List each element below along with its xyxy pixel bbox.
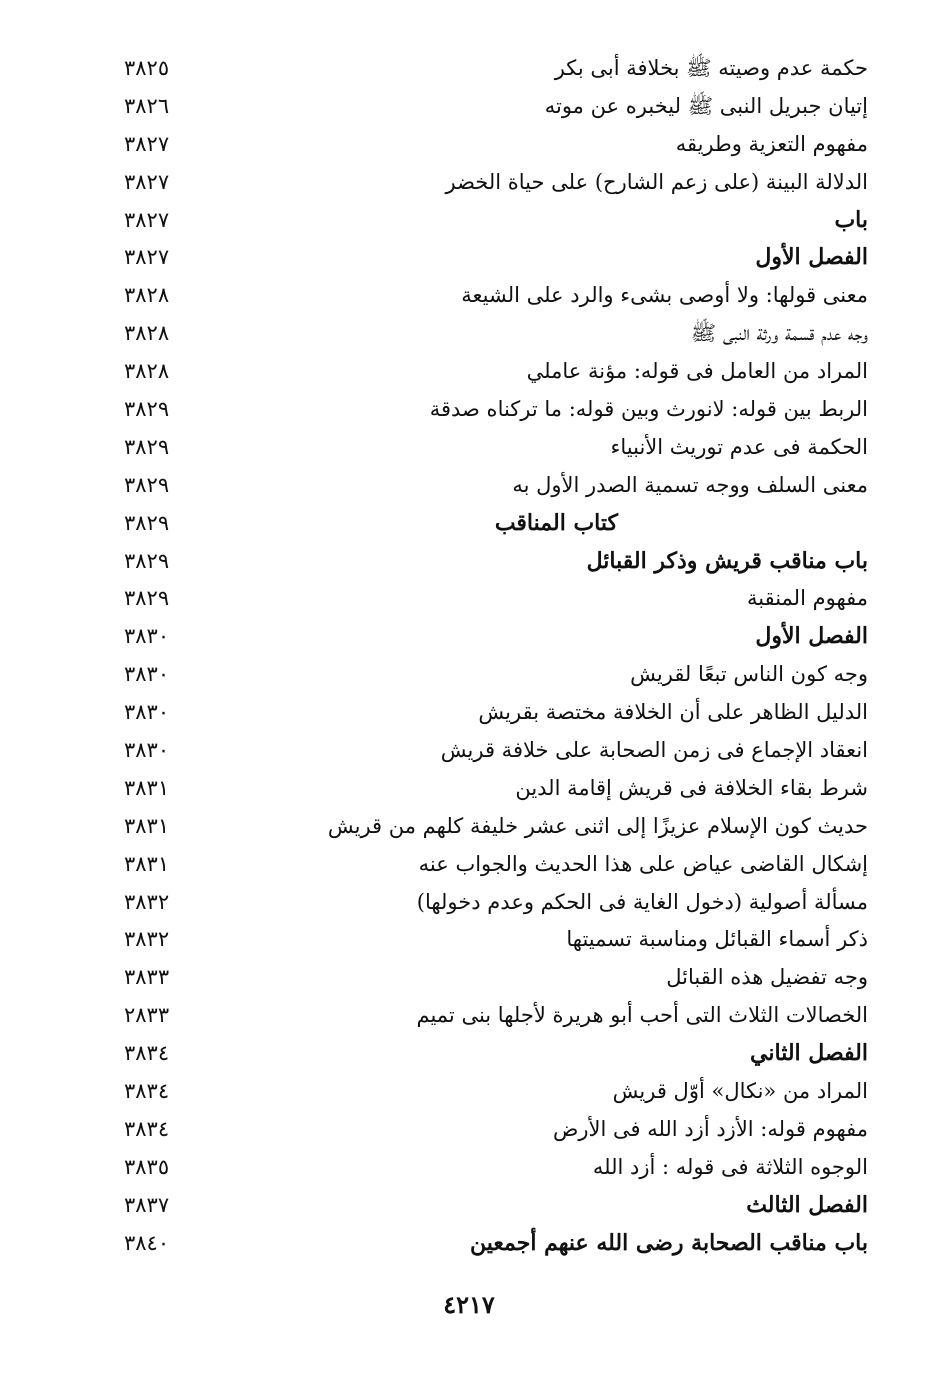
toc-page-number: ٣٨٣٥ [124, 1154, 170, 1179]
toc-entry [110, 391, 868, 429]
toc-page-number: ٣٨٣٠ [124, 738, 170, 763]
toc-page-number: ٣٨٢٧ [124, 131, 170, 156]
toc-page-number: ٣٨٢٩ [124, 434, 170, 459]
toc-page-number: ٣٨٣٧ [124, 1192, 170, 1217]
toc-page-number: ٣٨٢٩ [124, 510, 170, 535]
toc-entry [110, 88, 868, 126]
toc-page-number: ٣٨٢٩ [124, 397, 170, 422]
toc-entry-title: وجه كون الناس تبعًا لقريش [630, 662, 868, 687]
toc-entry [110, 429, 868, 467]
toc-entry [110, 618, 868, 656]
page-folio-number: ٤٢١٧ [443, 1290, 495, 1319]
toc-entry [110, 997, 868, 1035]
toc-page-number: ٣٨٢٧ [124, 245, 170, 270]
toc-page-number: ٣٨٢٧ [124, 169, 170, 194]
toc-entry [110, 467, 868, 505]
toc-entry-title: انعقاد الإجماع فى زمن الصحابة على خلافة قريش [440, 738, 868, 763]
toc-entry [110, 846, 868, 884]
toc-page-number: ٣٨٢٩ [124, 548, 170, 573]
toc-entry [110, 1035, 868, 1073]
toc-page-number: ٣٨٣٢ [124, 889, 170, 914]
toc-page-number: ٣٨٣٤ [124, 1079, 170, 1104]
toc-entry-title: المراد من العامل فى قوله: مؤنة عاملي [526, 359, 868, 384]
toc-entry-title: شرط بقاء الخلافة فى قريش إقامة الدين [515, 775, 868, 800]
toc-page-number: ٣٨٢٧ [124, 207, 170, 232]
toc-entry [110, 1149, 868, 1187]
toc-entry-title: مفهوم المنقبة [746, 586, 868, 611]
toc-heading: الفصل الثاني [750, 1040, 868, 1067]
toc-page-number: ٣٨٢٦ [124, 93, 170, 118]
toc-entry-title: ذكر أسماء القبائل ومناسبة تسميتها [566, 927, 868, 952]
toc-entry-title: الدليل الظاهر على أن الخلافة مختصة بقريش [478, 700, 868, 725]
toc-entry-title: وجه عدم قسمة ورثة النبى ﷺ [690, 321, 868, 346]
toc-entry-title: حكمة عدم وصيته ﷺ بخلافة أبى بكر [554, 56, 868, 80]
toc-entry-title: معنى السلف ووجه تسمية الصدر الأول به [512, 472, 868, 497]
toc-entry [110, 656, 868, 694]
toc-page-number: ٢٨٣٣ [124, 1003, 170, 1028]
toc-entry [110, 164, 868, 202]
toc-page-number: ٣٨٣١ [124, 813, 170, 838]
toc-entry-title: الوجوه الثلاثة فى قوله : أزد الله [592, 1154, 868, 1179]
toc-heading: كتاب المناقب [494, 509, 618, 536]
toc-heading: الفصل الأول [755, 244, 868, 271]
toc-entry [110, 315, 868, 353]
toc-heading: باب مناقب الصحابة رضى الله عنهم أجمعين [470, 1229, 868, 1256]
toc-entry-title: الحكمة فى عدم توريث الأنبياء [610, 434, 868, 459]
toc-entry-title: مفهوم التعزية وطريقه [675, 131, 868, 156]
toc-entry [110, 1225, 868, 1263]
toc-page-number: ٣٨٢٨ [124, 283, 170, 308]
toc-entry [110, 884, 868, 922]
toc-entry [110, 202, 868, 240]
toc-entry [110, 694, 868, 732]
toc-entry-title: الربط بين قوله: لانورث وبين قوله: ما تركناه صدقة [429, 397, 868, 422]
toc-entry [110, 580, 868, 618]
toc-entry-title: معنى قولها: ولا أوصى بشىء والرد على الشيعة [461, 283, 868, 308]
toc-entry [110, 1111, 868, 1149]
toc-entry [110, 239, 868, 277]
toc-entry [110, 959, 868, 997]
table-of-contents [110, 50, 868, 1263]
toc-page-number: ٣٨٣٠ [124, 624, 170, 649]
toc-entry [110, 505, 868, 543]
toc-entry [110, 1187, 868, 1225]
toc-page-number: ٣٨٢٩ [124, 586, 170, 611]
toc-page-number: ٣٨٣٢ [124, 927, 170, 952]
toc-page-number: ٣٨٤٠ [124, 1230, 170, 1255]
toc-page-number: ٣٨٣٤ [124, 1116, 170, 1141]
toc-page-number: ٣٨٢٨ [124, 321, 170, 346]
toc-heading: باب [834, 206, 868, 233]
toc-entry-title: إشكال القاضى عياض على هذا الحديث والجواب عنه [418, 851, 868, 876]
toc-page-number: ٣٨٢٥ [124, 56, 170, 80]
toc-heading: الفصل الثالث [746, 1191, 868, 1218]
toc-entry [110, 543, 868, 581]
toc-entry [110, 353, 868, 391]
toc-entry-title: إتيان جبريل النبى ﷺ ليخبره عن موته [544, 93, 868, 118]
toc-entry-title: وجه تفضيل هذه القبائل [666, 965, 868, 990]
toc-page-number: ٣٨٢٩ [124, 472, 170, 497]
toc-entry-title: مسألة أصولية (دخول الغاية فى الحكم وعدم دخولها) [416, 889, 868, 914]
toc-entry [110, 1073, 868, 1111]
toc-page-number: ٣٨٣٤ [124, 1041, 170, 1066]
toc-entry-title: مفهوم قوله: الأزد أزد الله فى الأرض [552, 1116, 868, 1141]
toc-page-number: ٣٨٣٠ [124, 700, 170, 725]
toc-entry [110, 277, 868, 315]
toc-entry [110, 732, 868, 770]
toc-entry-title: الدلالة البينة (على زعم الشارح) على حياة الخضر [445, 169, 868, 194]
toc-page-number: ٣٨٣٣ [124, 965, 170, 990]
toc-page-number: ٣٨٢٨ [124, 359, 170, 384]
toc-page-number: ٣٨٣١ [124, 775, 170, 800]
toc-entry [110, 808, 868, 846]
toc-page-number: ٣٨٣٠ [124, 662, 170, 687]
toc-entry-title: المراد من «نكال» أوّل قريش [612, 1079, 868, 1104]
toc-entry [110, 770, 868, 808]
toc-entry-title: حديث كون الإسلام عزيزًا إلى اثنى عشر خليفة كلهم من قريش [327, 813, 868, 838]
toc-heading: باب مناقب قريش وذكر القبائل [586, 547, 868, 574]
toc-entry-title: الخصالات الثلاث التى أحب أبو هريرة لأجلها بنى تميم [416, 1003, 868, 1028]
toc-entry [110, 50, 868, 88]
toc-heading: الفصل الأول [755, 623, 868, 650]
toc-entry [110, 921, 868, 959]
toc-entry [110, 126, 868, 164]
toc-page-number: ٣٨٣١ [124, 851, 170, 876]
